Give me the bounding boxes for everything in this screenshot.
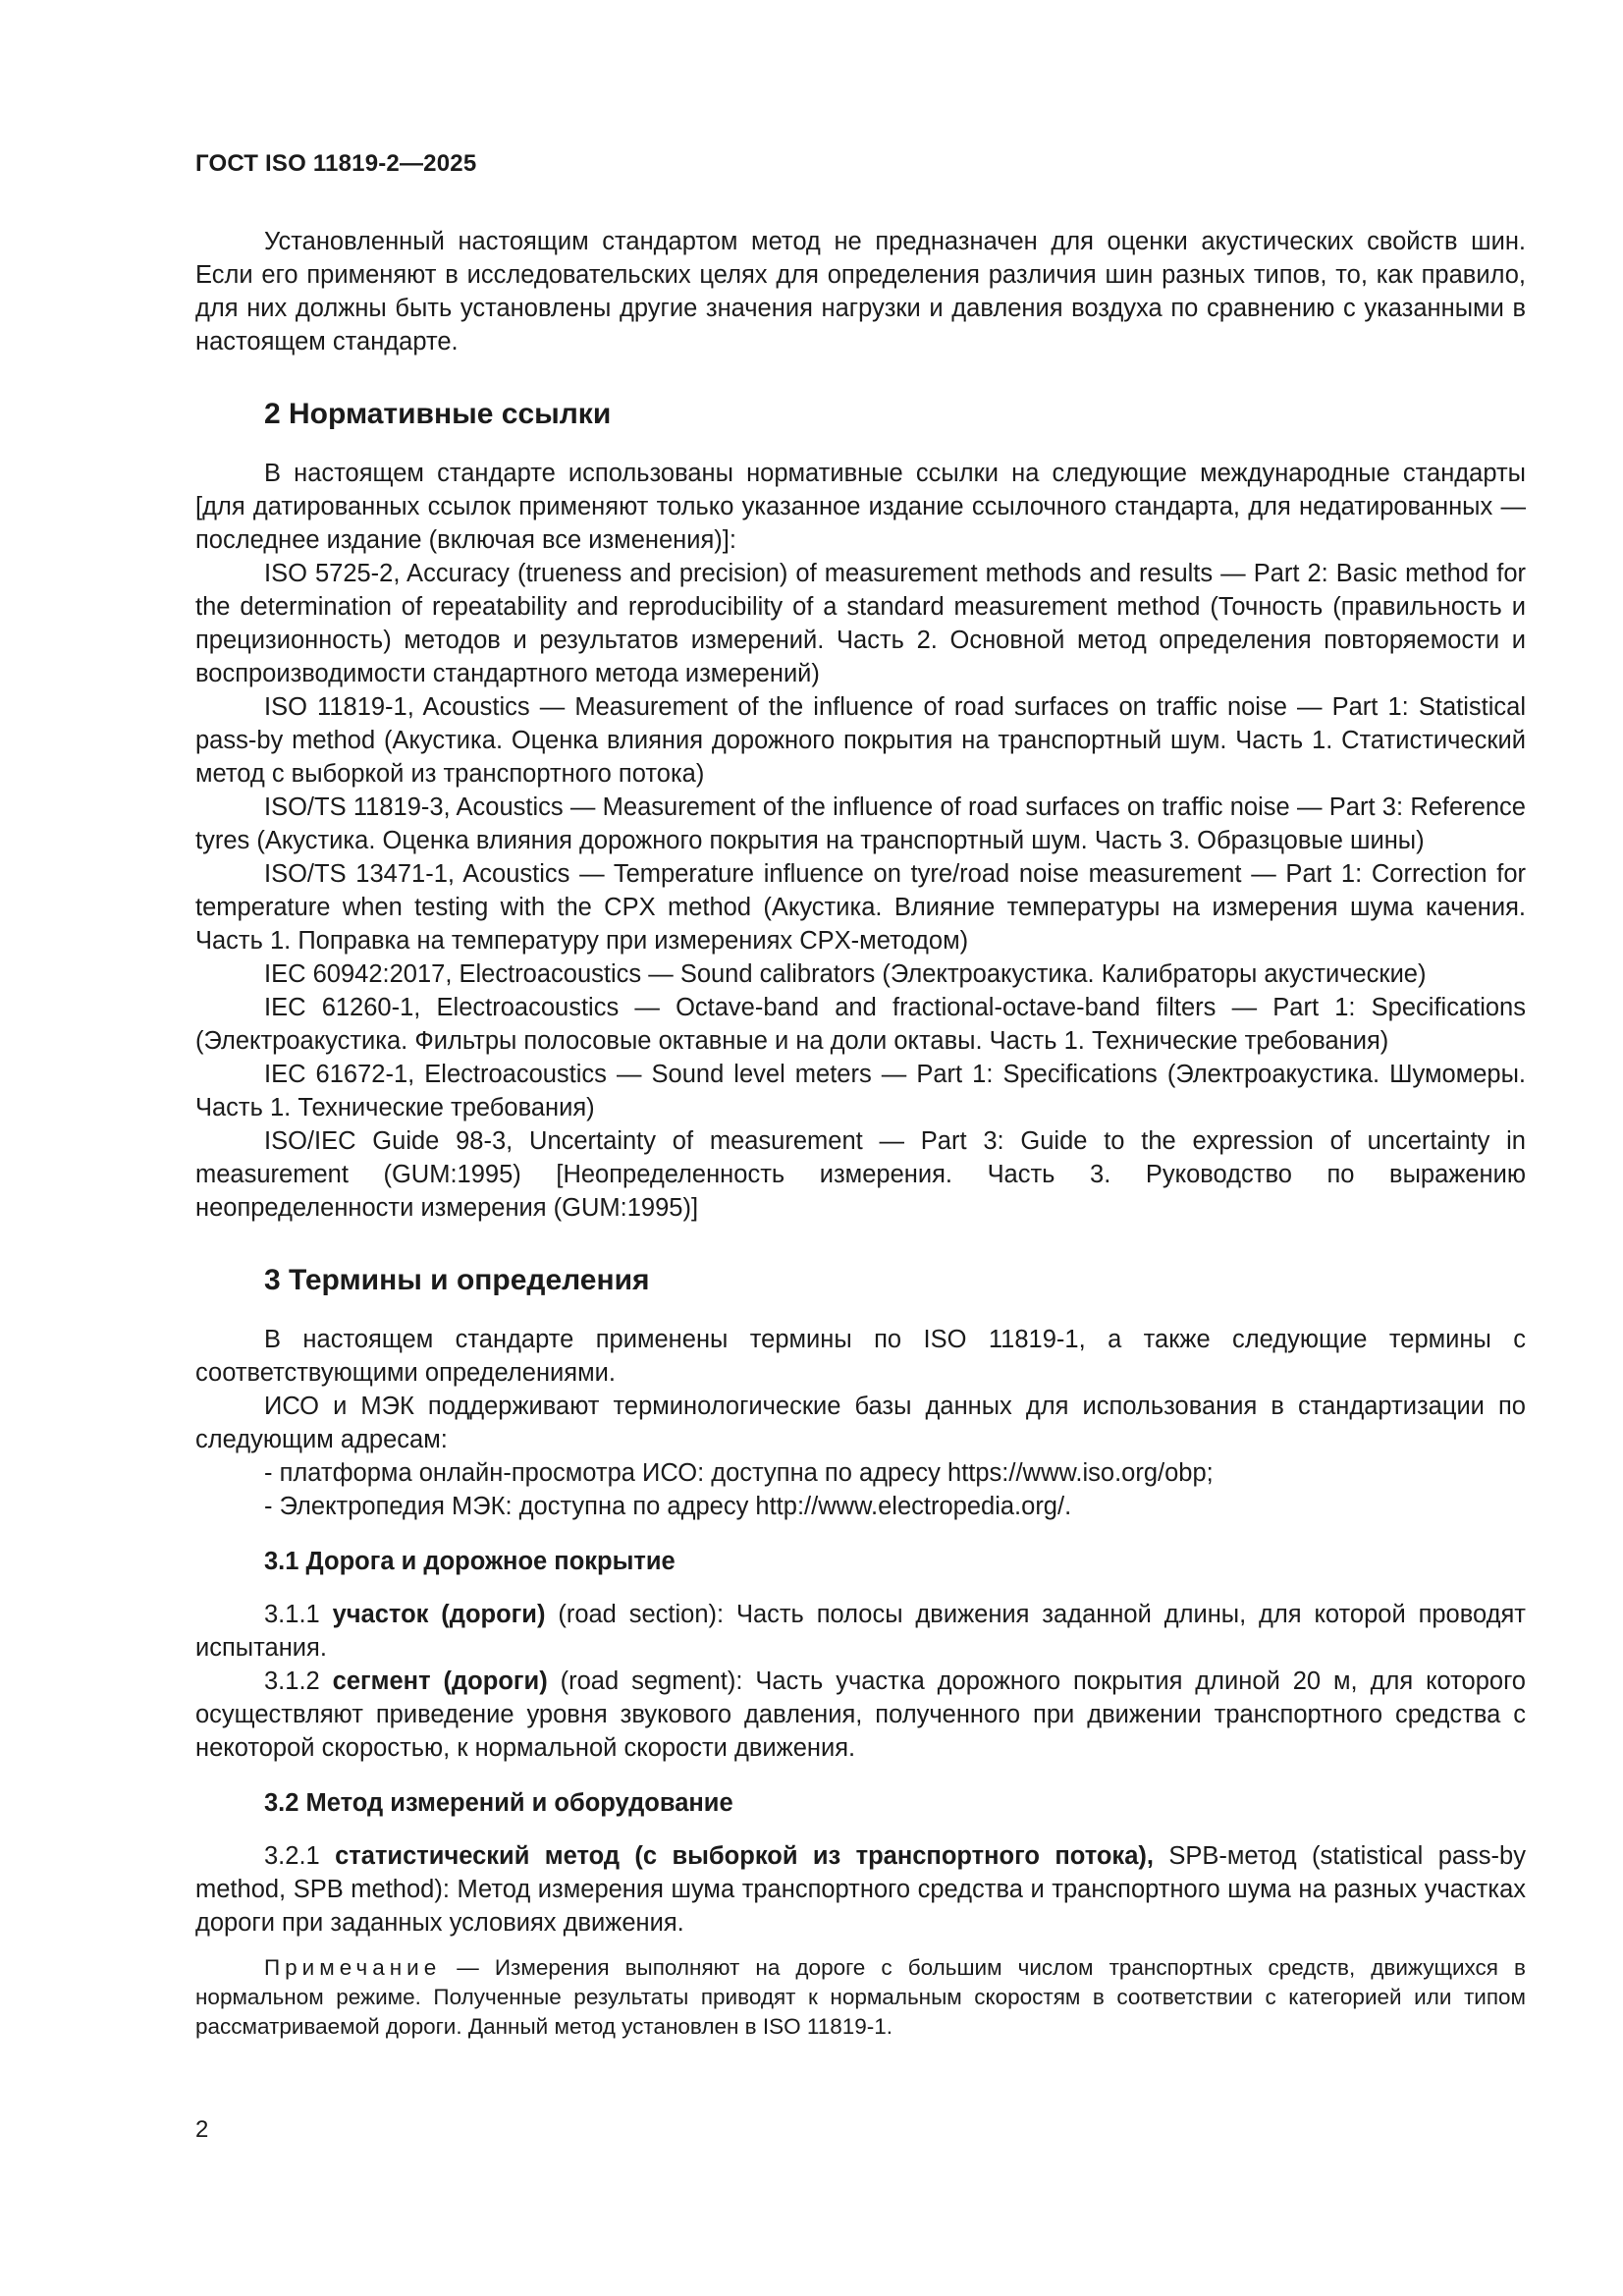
- page-content: [195, 225, 1526, 2042]
- reference-item: ISO 11819-1, Acoustics — Measurement of the influence of road surfaces on traffic noise — Part 1: Statistical pass-by method (Акустика. Оценка влияния дорожного покрытия на транспортный шум. Часть 1. Статистический метод с выборкой из транспортного потока): [195, 693, 1526, 788]
- term-definition: SPB-метод (statistical pass-by method, SPB method): Метод измерения шума транспортного средства и транспортного шума на разных участках дороги при заданных условиях движения.: [195, 1842, 1526, 1937]
- section-2-lead: В настоящем стандарте использованы нормативные ссылки на следующие международные стандарты [для датированных ссылок применяют только указанное издание ссылочного стандарта, для недатированных — последнее издание (включая все изменения)]:: [195, 460, 1526, 554]
- reference-item: ISO/IEC Guide 98-3, Uncertainty of measurement — Part 3: Guide to the expression of uncertainty in measurement (GUM:1995) [Неопределенность измерения. Часть 3. Руководство по выражению неопределенности измерения (GUM:1995)]: [195, 1127, 1526, 1222]
- note-label: Примечание: [264, 1955, 442, 1980]
- term-3-2-1: [195, 1839, 1526, 1940]
- term-3-1-1: [195, 1598, 1526, 1665]
- document-code-header: ГОСТ ISO 11819-2—2025: [195, 150, 477, 177]
- address-list-item: - Электропедия МЭК: доступна по адресу http://www.electropedia.org/.: [264, 1493, 1072, 1520]
- note-text: — Измерения выполняют на дороге с большим числом транспортных средств, движущихся в нормальном режиме. Полученные результаты приводят к нормальным скоростям в соответствии с категорией или типом рассматриваемой дороги. Данный метод установлен в ISO 11819-1.: [195, 1955, 1526, 2039]
- term-name: сегмент (дороги): [332, 1667, 548, 1695]
- subsection-3-2-title: 3.2 Метод измерений и оборудование: [264, 1789, 733, 1817]
- address-list-item: - платформа онлайн-просмотра ИСО: доступна по адресу https://www.iso.org/obp;: [264, 1459, 1214, 1487]
- section-2-title: 2 Нормативные ссылки: [264, 398, 612, 430]
- intro-paragraph: Установленный настоящим стандартом метод не предназначен для оценки акустических свойств шин. Если его применяют в исследовательских целях для определения различия шин разных типов, то, как правило, для них должны быть установлены другие значения нагрузки и давления воздуха по сравнению с указанными в настоящем стандарте.: [195, 228, 1526, 355]
- term-definition: (road segment): Часть участка дорожного покрытия длиной 20 м, для которого осуществляют приведение уровня звукового давления, полученного при движении транспортного средства с некоторой скоростью, к нормальной скорости движения.: [195, 1667, 1526, 1762]
- term-definition: (road section): Часть полосы движения заданной длины, для которой проводят испытания.: [195, 1601, 1526, 1662]
- reference-item: IEC 60942:2017, Electroacoustics — Sound calibrators (Электроакустика. Калибраторы акустические): [264, 960, 1427, 988]
- term-name: участок (дороги): [332, 1601, 546, 1628]
- reference-item: ISO/TS 13471-1, Acoustics — Temperature influence on tyre/road noise measurement — Part 1: Correction for temperature when testing with the CPX method (Акустика. Влияние температуры на измерения шума качения. Часть 1. Поправка на температуру при измерениях CPX-методом): [195, 860, 1526, 955]
- term-number: 3.1.2: [264, 1667, 333, 1695]
- reference-item: IEC 61260-1, Electroacoustics — Octave-band and fractional-octave-band filters — Part 1: Specifications (Электроакустика. Фильтры полосовые октавные и на доли октавы. Часть 1. Технические требования): [195, 994, 1526, 1055]
- term-name: статистический метод (с выборкой из транспортного потока),: [335, 1842, 1154, 1870]
- subsection-3-1-title: 3.1 Дорога и дорожное покрытие: [264, 1548, 676, 1575]
- term-3-1-2: [195, 1665, 1526, 1765]
- page-number: 2: [195, 2116, 209, 2143]
- section-3-paragraph: ИСО и МЭК поддерживают терминологические базы данных для использования в стандартизации по следующим адресам:: [195, 1393, 1526, 1453]
- reference-item: ISO/TS 11819-3, Acoustics — Measurement of the influence of road surfaces on traffic noise — Part 3: Reference tyres (Акустика. Оценка влияния дорожного покрытия на транспортный шум. Часть 3. Образцовые шины): [195, 793, 1526, 854]
- reference-item: ISO 5725-2, Accuracy (trueness and precision) of measurement methods and results — Part 2: Basic method for the determination of repeatability and reproducibility of a standard measurement method (Точность (правильность и прецизионность) методов и результатов измерений. Часть 2. Основной метод определения повторяемости и воспроизводимости стандартного метода измерений): [195, 560, 1526, 687]
- term-number: 3.1.1: [264, 1601, 333, 1628]
- section-3-title: 3 Термины и определения: [264, 1264, 650, 1296]
- section-3-paragraph: В настоящем стандарте применены термины по ISO 11819-1, а также следующие термины с соответствующими определениями.: [195, 1326, 1526, 1387]
- note-paragraph: [195, 1953, 1526, 2042]
- reference-item: IEC 61672-1, Electroacoustics — Sound level meters — Part 1: Specifications (Электроакустика. Шумомеры. Часть 1. Технические требования): [195, 1061, 1526, 1121]
- term-number: 3.2.1: [264, 1842, 336, 1870]
